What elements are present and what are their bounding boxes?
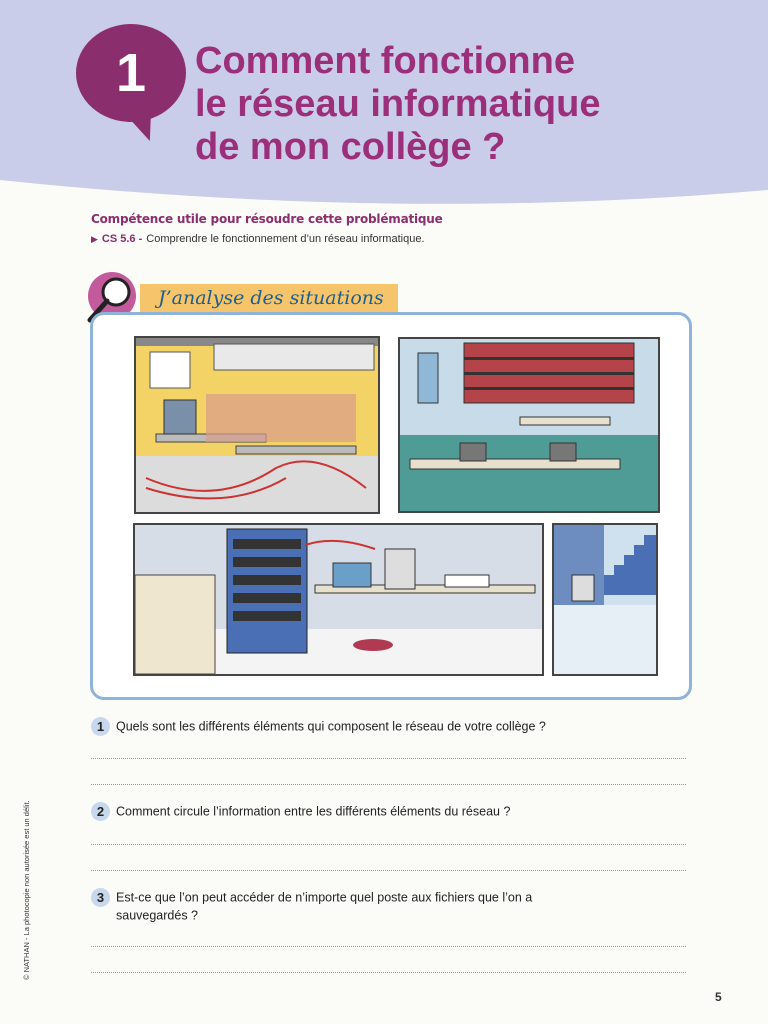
page-title: [195, 40, 715, 169]
answer-line[interactable]: [91, 844, 686, 845]
competence-heading: Compétence utile pour résoudre cette problématique: [91, 212, 443, 226]
competence-line: [91, 233, 425, 245]
answer-line[interactable]: [91, 870, 686, 871]
title-line-1: Comment fonctionne: [195, 40, 575, 82]
question-3-text-line-1: Est-ce que l’on peut accéder de n’importe quel poste aux fichiers que l’on a: [116, 890, 533, 905]
question-1-text: Quels sont les différents éléments qui composent le réseau de votre collège ?: [116, 719, 546, 734]
question-3: [91, 888, 532, 907]
competence-text: Comprendre le fonctionnement d’un réseau informatique.: [146, 233, 425, 245]
title-line-3: de mon collège ?: [195, 126, 506, 168]
answer-line[interactable]: [91, 758, 686, 759]
library-illustration: [398, 337, 660, 513]
question-2: [91, 802, 510, 821]
question-1: [91, 717, 546, 736]
analyse-label: J’analyse des situations: [158, 287, 384, 309]
bullet-arrow-icon: ▶: [91, 234, 98, 244]
question-2-number: 2: [91, 802, 110, 821]
question-1-number: 1: [91, 717, 110, 736]
question-3-number: 3: [91, 888, 110, 907]
page-number: 5: [715, 990, 722, 1004]
copyright-note: © NATHAN - La photocopie non autorisée est un délit.: [22, 800, 31, 980]
answer-line[interactable]: [91, 972, 686, 973]
title-line-2: le réseau informatique: [195, 83, 601, 125]
competence-code: CS 5.6 -: [101, 233, 143, 245]
answer-line[interactable]: [91, 784, 686, 785]
chapter-number: 1: [115, 43, 147, 103]
classroom-illustration: [134, 336, 380, 514]
server-room-illustration: [133, 523, 544, 676]
question-3-text-line-2: sauvegardés ?: [116, 908, 199, 923]
answer-line[interactable]: [91, 946, 686, 947]
stairs-illustration: [552, 523, 658, 676]
question-2-text: Comment circule l’information entre les différents éléments du réseau ?: [116, 804, 511, 819]
question-3-continuation: [116, 908, 198, 923]
